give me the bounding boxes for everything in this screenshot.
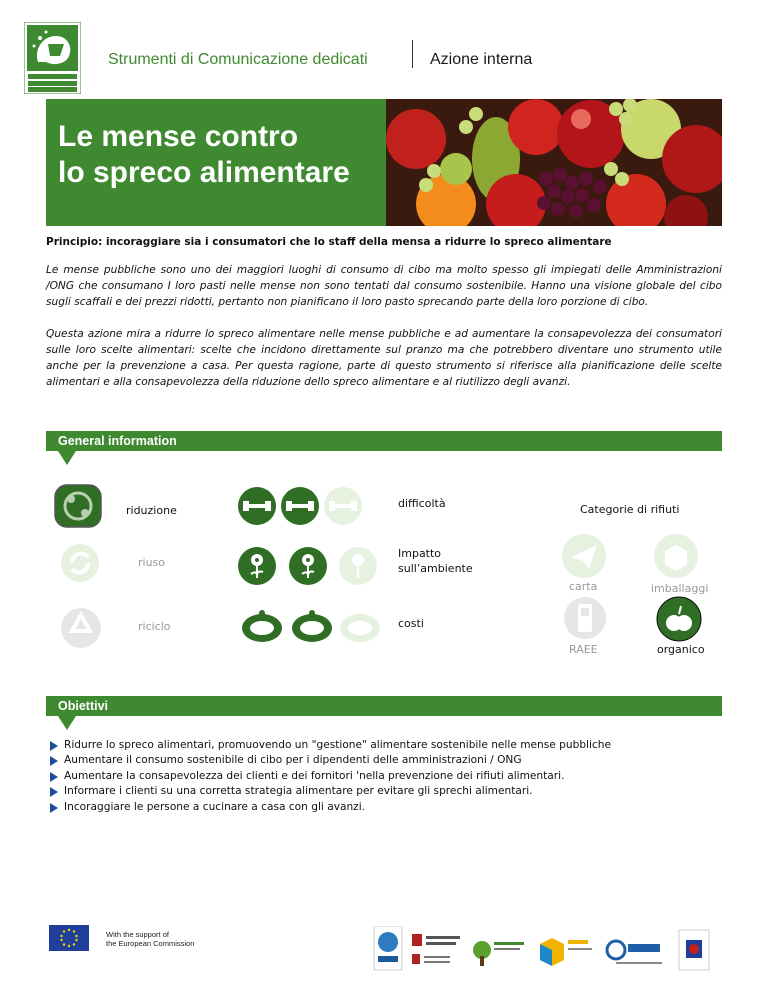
dumbbell-icon	[238, 487, 276, 525]
recycle-label: riciclo	[138, 620, 171, 633]
mobile-phone-icon	[563, 596, 607, 640]
packaging-label: imballaggi	[651, 582, 709, 595]
acr-logo-icon	[374, 926, 402, 970]
reduction-icon	[53, 483, 103, 529]
eu-support-line2: the European Commission	[106, 939, 195, 948]
ica-logo-icon	[607, 941, 662, 964]
government-logo-icon	[412, 934, 460, 964]
piggy-bank-icon-faded	[340, 614, 380, 642]
reduction-label: riduzione	[126, 504, 177, 517]
flower-icon	[289, 547, 327, 585]
weee-label: RAEE	[569, 643, 598, 656]
objectives-list	[50, 738, 611, 815]
cost-label: costi	[398, 617, 424, 630]
header-divider	[412, 40, 413, 68]
recycle-icon	[60, 607, 102, 649]
dumbbell-icon	[281, 487, 319, 525]
objective-item: Ridurre lo spreco alimentari, promuovendo un "gestione" alimentare sostenibile nelle mense pubbliche	[50, 738, 611, 753]
difficulty-label: difficoltà	[398, 497, 446, 510]
impact-rating-icons	[237, 546, 379, 586]
header-right-title: Azione interna	[430, 51, 533, 68]
regional-logo-icon	[679, 930, 709, 970]
apple-icon	[656, 596, 702, 642]
objectives-pointer	[58, 716, 76, 730]
paper-label: carta	[569, 580, 598, 593]
hero-title-line2: lo spreco alimentare	[58, 156, 350, 189]
piggy-bank-icon	[292, 610, 332, 642]
reuse-icon	[60, 541, 100, 585]
tree-logo-icon	[473, 941, 524, 966]
partner-logos	[372, 926, 717, 972]
reuse-label: riuso	[138, 556, 166, 569]
ohu-logo-icon	[540, 938, 592, 966]
impact-label-line2: sull’ambiente	[398, 562, 473, 575]
impact-label	[398, 546, 473, 576]
general-info-header: General information	[46, 431, 722, 451]
difficulty-rating-icons	[237, 486, 363, 526]
flower-icon-faded	[339, 547, 377, 585]
hero-banner	[46, 99, 722, 226]
impact-label-line1: Impatto	[398, 547, 442, 560]
objective-item: Aumentare la consapevolezza dei clienti e dei fornitori 'nella prevenzione dei rifiuti alimentari.	[50, 769, 611, 784]
fruit-photo	[386, 99, 722, 226]
header-left-title: Strumenti di Comunicazione dedicati	[108, 51, 368, 68]
paper-plane-icon	[561, 533, 607, 579]
objective-item: Incoraggiare le persone a cucinare a casa con gli avanzi.	[50, 800, 611, 815]
flower-icon	[238, 547, 276, 585]
packaging-box-icon	[653, 533, 699, 579]
cost-rating-icons	[240, 609, 382, 643]
ewwr-logo	[24, 22, 81, 94]
hero-title-line1: Le mense contro	[58, 120, 299, 153]
intro-paragraph-2: Questa azione mira a ridurre lo spreco alimentare nelle mense pubbliche e ad aumentare la consapevolezza dei consumatori sulle loro scelte alimentari: scelte che incidono direttamente sul pranzo ma che potrebbero diventare uno strumento utile anche per la prevenzione a casa. Per questa ragione, parte di questo strumento si riferisce alla pianificazione delle scelte alimentari e alla consapevolezza della riduzione dello spreco alimentare e al riutilizzo degli avanzi.	[46, 328, 722, 388]
waste-categories-title: Categorie di rifiuti	[580, 503, 680, 516]
eu-flag-icon	[49, 925, 89, 951]
objectives-header: Obiettivi	[46, 696, 722, 716]
piggy-bank-icon	[242, 610, 282, 642]
organic-label: organico	[657, 643, 705, 656]
objective-item: Aumentare il consumo sostenibile di cibo per i dipendenti delle amministrazioni / ONG	[50, 753, 611, 768]
general-info-pointer	[58, 451, 76, 465]
dumbbell-icon-faded	[324, 487, 362, 525]
eu-support-line1: With the support of	[106, 930, 169, 939]
hero-title	[58, 119, 350, 191]
principle-statement: Principio: incoraggiare sia i consumatori che lo staff della mensa a ridurre lo spreco alimentare	[46, 236, 612, 248]
eu-support-text	[106, 930, 194, 948]
intro-paragraph-1: Le mense pubbliche sono uno dei maggiori luoghi di consumo di cibo ma molto spesso gli impiegati delle Amministrazioni /ONG che consumano I loro pasti nelle mense non sono tentati dal consumo sostenibile. Hanno una visione globale del cibo sugli scaffali e dei prezzi ridotti, pertanto non pianificano il loro pasto sprecando parte della loro porzione di cibo.	[46, 264, 722, 308]
objective-item: Informare i clienti su una corretta strategia alimentare per evitare gli sprechi alimentari.	[50, 784, 611, 799]
